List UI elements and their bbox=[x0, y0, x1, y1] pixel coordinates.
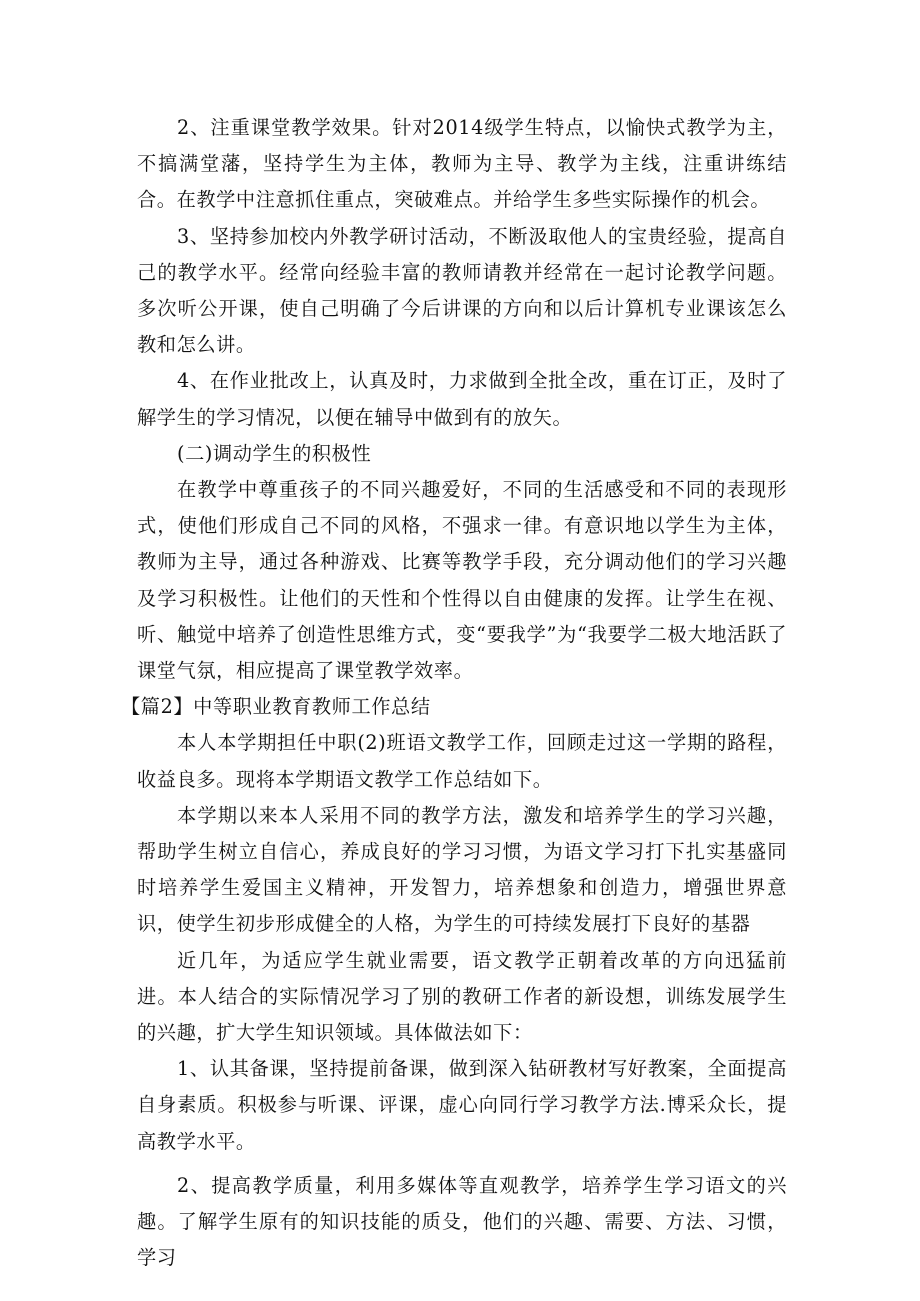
document-body bbox=[121, 110, 787, 1277]
subheading-motivation: (二)调动学生的积极性 bbox=[177, 441, 372, 465]
paragraph-item-3: 3、坚持参加校内外教学研讨活动，不断汲取他人的宝贵经验，提高自己的教学水平。经常向经验丰富的教师请教并经常在一起讨论教学问题。多次听公开课，使自己明确了今后讲课的方向和以后计算机专业课该怎么教和怎么讲。 bbox=[137, 224, 787, 357]
paragraph-motivation: 在教学中尊重孩子的不同兴趣爱好，不同的生活感受和不同的表现形式，使他们形成自己不同的风格，不强求一律。有意识地以学生为主体，教师为主导，通过各种游戏、比赛等教学手段，充分调动他们的学习兴趣及学习积极性。让他们的天性和个性得以自由健康的发挥。让学生在视、听、触觉中培养了创造性思维方式，变“要我学”为“我要学二极大地活跃了课堂气氛，相应提高了课堂教学效率。 bbox=[137, 478, 787, 683]
paragraph-step-2: 2、提高教学质量，利用多媒体等直观教学，培养学生学习语文的兴趣。了解学生原有的知识技能的质殳，他们的兴趣、需要、方法、习惯，学习 bbox=[137, 1173, 787, 1270]
paragraph-intro: 本人本学期担任中职(2)班语文教学工作，回顾走过这一学期的路程，收益良多。现将本学期语文教学工作总结如下。 bbox=[137, 731, 787, 791]
paragraph-item-4: 4、在作业批改上，认真及时，力求做到全批全改，重在订正，及时了解学生的学习情况，以便在辅导中做到有的放矢。 bbox=[137, 369, 787, 429]
paragraph-item-2: 2、注重课堂教学效果。针对2014级学生特点，以愉快式教学为主，不搞满堂藩，坚持学生为主体，教师为主导、教学为主线，注重讲练结合。在教学中注意抓住重点，突破难点。并给学生多些实际操作的机会。 bbox=[137, 116, 787, 212]
paragraph-methods: 本学期以来本人采用不同的教学方法，激发和培养学生的学习兴趣，帮助学生树立自信心，养成良好的学习习惯，为语文学习打下扎实基盛同时培养学生爱国主义精神，开发智力，培养想象和创造力，增强世界意识，使学生初步形成健全的人格，为学生的可持续发展打下良好的基器 bbox=[137, 803, 787, 936]
paragraph-recent: 近几年，为适应学生就业需要，语文教学正朝着改革的方向迅猛前进。本人结合的实际情况学习了别的教研工作者的新设想，训练发展学生的兴趣，扩大学生知识领域。具体做法如下： bbox=[137, 948, 787, 1045]
section-title-part-2: 【篇2】中等职业教育教师工作总结 bbox=[121, 695, 431, 719]
paragraph-step-1: 1、认其备课，坚持提前备课，做到深入钻研教材写好教案，全面提高自身素质。积极参与听课、评课，虚心向同行学习教学方法.博采众长，提高教学水平。 bbox=[137, 1057, 787, 1153]
